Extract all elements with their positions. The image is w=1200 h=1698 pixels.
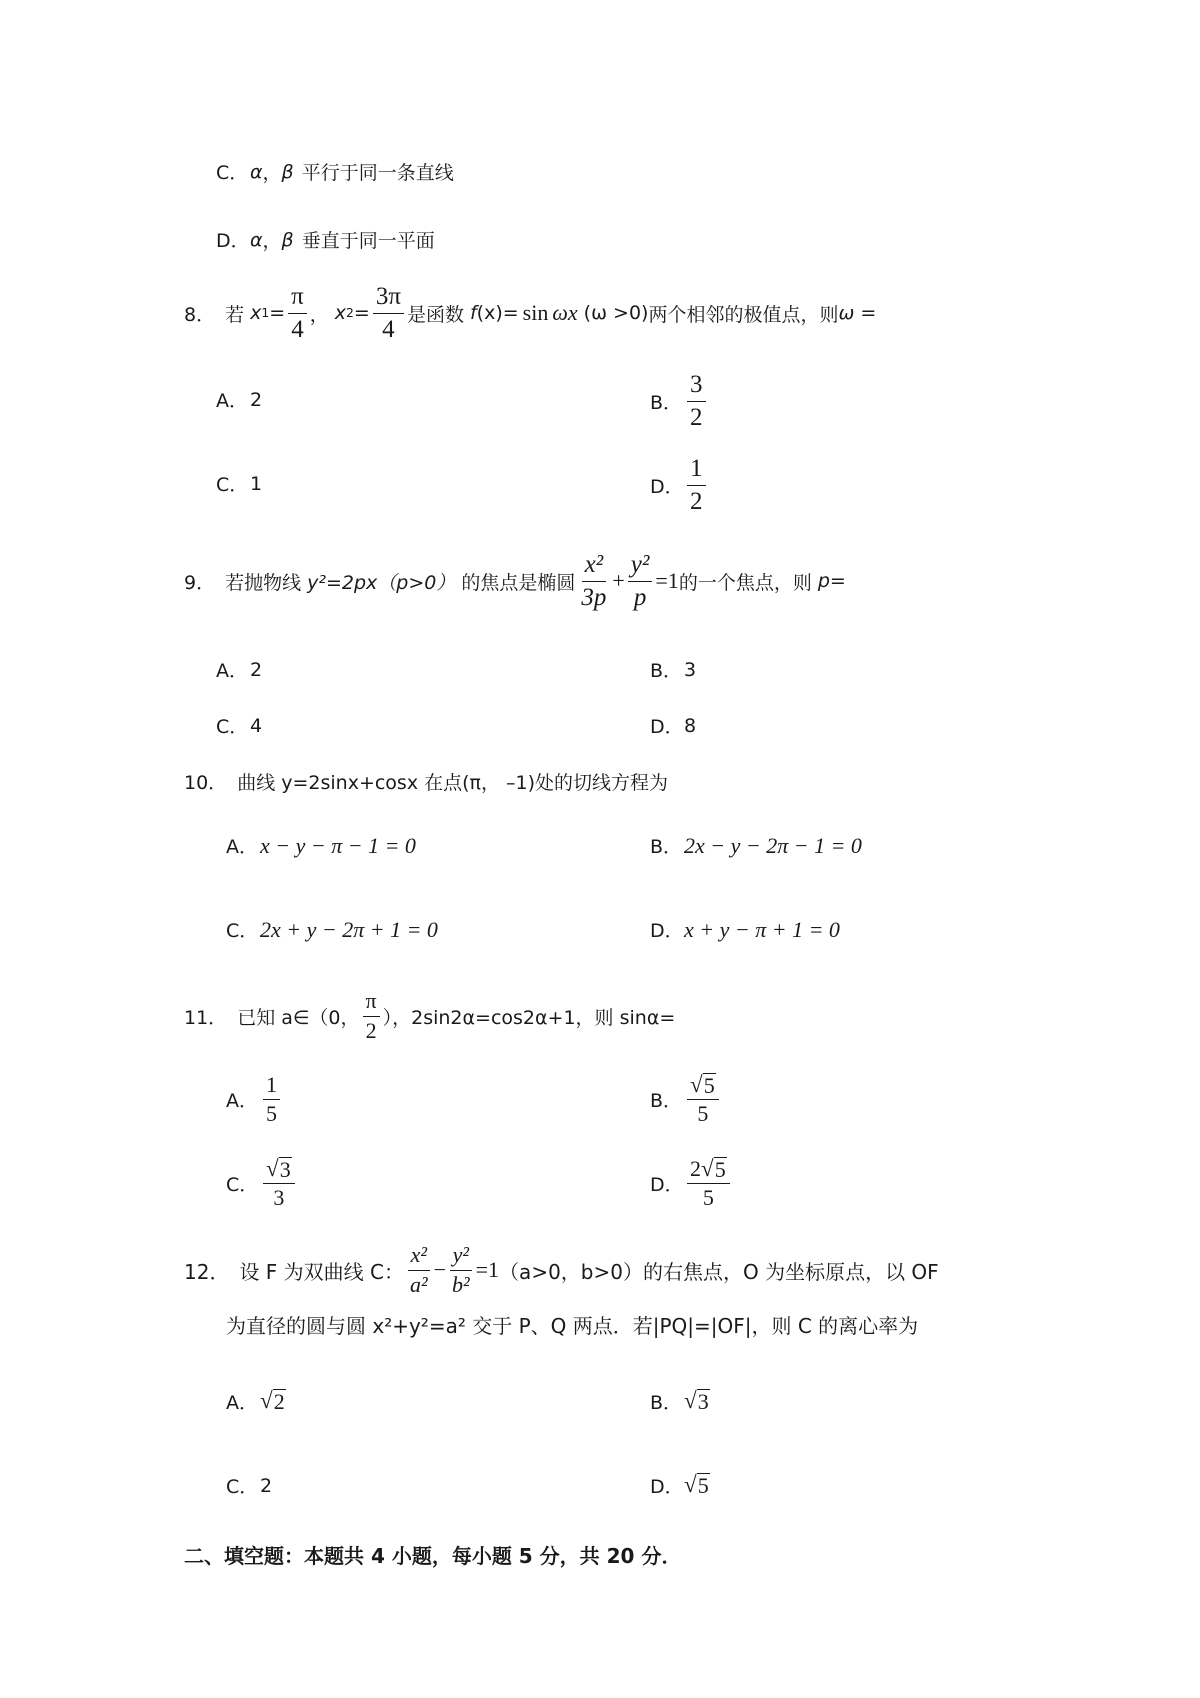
option-equation: 2x − y − 2π − 1 = 0 [684,832,862,858]
q10-option-d [650,916,840,943]
q12-text: 为直径的圆与圆 x²+y²=a² 交于 P、Q 两点．若|PQ|=|OF|，则 C 的离心率为 [226,1314,919,1338]
option-value: 2 [260,1474,273,1497]
numerator: y² [450,1242,472,1270]
q8-option-d [650,454,709,517]
numerator: π [363,988,380,1016]
q9-text: 若抛物线 [225,571,302,594]
question-11 [184,988,675,1044]
option-value: 8 [684,714,697,737]
question-9 [184,548,846,614]
q9-text: 的焦点是椭圆 [461,571,576,594]
q12-option-d [650,1472,710,1499]
question-number: 10． [184,772,228,794]
option-label: D． [650,716,684,738]
radicand: 5 [703,1073,715,1098]
minus: − [433,1257,447,1282]
option-value: 2 [250,658,263,681]
option-label: B． [650,1090,683,1113]
q9-option-d [650,712,696,739]
q7-option-d [216,226,435,253]
eq-one: =1 [475,1257,500,1282]
radicand: 3 [279,1157,291,1182]
question-12 [184,1240,939,1300]
question-number: 12． [184,1259,230,1284]
q12-text: 设 F 为双曲线 C： [239,1259,404,1284]
numerator: y² [628,550,653,582]
option-label: A． [216,660,248,682]
q12-option-a [226,1388,286,1415]
denominator: 5 [702,1185,714,1211]
numerator: x² [408,1242,430,1270]
fraction [687,1156,730,1212]
fraction [687,454,706,517]
option-label: A． [226,836,258,858]
option-label: C． [216,162,249,184]
q10-option-b [650,832,862,859]
eq: = [269,302,286,324]
denominator: 4 [382,315,395,343]
numerator: 1 [263,1072,280,1100]
fx: (x) [476,302,503,324]
denominator: 2 [690,404,703,431]
fraction-pi-2 [363,988,380,1044]
numerator: π [288,282,307,314]
denominator: 2 [690,488,703,515]
plus: + [612,568,625,593]
option-equation: 2x + y − 2π + 1 = 0 [260,916,438,942]
q8-text: 是函数 [406,303,464,326]
denominator: 5 [697,1101,709,1127]
alpha: α [250,228,263,251]
q8-text: 若 [225,303,245,326]
option-value: 3 [684,658,697,681]
f: f [469,302,477,324]
fraction [263,1072,280,1128]
question-12-line2 [226,1310,918,1339]
fraction [687,370,706,433]
question-number: 11． [184,1006,228,1029]
fraction-x2-a2 [407,1242,431,1298]
section-heading: 二、填空题：本题共 4 小题，每小题 5 分，共 20 分． [184,1544,682,1568]
denominator: 5 [266,1101,277,1127]
q9-equation: y²=2px（p>0） [307,571,456,594]
numerator: 3π [373,282,404,314]
q8-text: 两个相邻的极值点，则 [648,303,839,326]
option-label: C． [216,716,249,738]
q7-option-c [216,158,454,185]
eq: = [502,302,519,324]
option-label: A． [226,1392,258,1414]
option-label: B． [650,392,683,414]
q12-option-c [226,1472,272,1499]
numerator: x² [582,550,607,582]
option-label: D． [650,1476,684,1498]
q9-text: 的一个焦点，则 [678,571,812,594]
eq: = [353,302,370,324]
denominator: 3p [581,583,607,611]
question-number: 9． [184,571,216,594]
q11-option-a [226,1072,283,1128]
beta: β [281,160,294,183]
sqrt: √ 5 [690,1071,715,1098]
option-label: D． [650,1174,684,1197]
comma: ， [309,303,329,326]
x1: x [250,302,262,324]
q9-option-c [216,712,262,739]
sqrt: √ 5 [701,1155,726,1182]
denominator: 3 [273,1185,285,1211]
option-value: 2 [250,388,263,411]
denominator: a² [410,1271,428,1297]
option-label: D． [650,476,684,498]
option-equation: x − y − π − 1 = 0 [260,832,416,858]
sin: sin [522,300,549,325]
q12-option-b [650,1388,710,1415]
omega-x: ωx [552,300,578,325]
option-label: B． [650,1392,683,1414]
question-8 [184,282,876,344]
fraction-y2-b2 [449,1242,473,1298]
option-label: A． [226,1090,258,1113]
q11-text: ），2sin2α=cos2α+1，则 sinα= [382,1006,676,1029]
q9-option-a [216,656,262,683]
radicand: 2 [273,1388,285,1414]
fraction-y2-p [628,550,653,613]
coefficient: 2 [690,1156,701,1181]
q8-option-a [216,386,262,413]
q11-option-c [226,1156,298,1212]
comma: ， [262,230,282,252]
option-value: 4 [250,714,263,737]
option-text: 垂直于同一平面 [301,230,435,252]
option-equation: x + y − π + 1 = 0 [684,916,840,942]
eq-one: =1 [655,568,679,593]
option-value: 1 [250,472,263,495]
q11-option-b [650,1072,722,1128]
fraction-x2-3p [578,550,609,613]
sqrt: √ 2 [260,1386,285,1414]
radicand: 3 [697,1388,709,1414]
numerator: 3 [687,370,706,402]
fraction-3pi-4 [373,282,404,345]
q11-text: 已知 a∈（0， [237,1006,360,1029]
question-number: 8． [184,303,216,326]
numerator: 1 [687,454,706,486]
sub: 2 [346,306,354,320]
option-label: A． [216,390,248,412]
fraction [263,1156,295,1212]
q8-option-c [216,470,262,497]
radicand: 5 [697,1472,709,1498]
sub: 1 [261,306,270,320]
q10-option-c [226,916,438,943]
option-label: C． [226,1174,259,1197]
comma: ， [262,162,282,184]
option-label: D． [216,230,250,252]
fraction [687,1072,719,1128]
sqrt: √ 3 [266,1155,291,1182]
option-label: C． [226,1476,259,1498]
denominator: 2 [365,1017,377,1043]
q8-option-b [650,370,709,433]
fraction-pi-4 [288,282,307,345]
option-label: B． [650,836,683,858]
condition: (ω >0) [583,302,649,324]
option-label: B． [650,660,683,682]
denominator: p [633,583,647,611]
alpha: α [250,160,263,183]
denominator: b² [452,1271,470,1297]
sqrt: √ 5 [684,1470,709,1498]
denominator: 4 [291,315,304,343]
option-text: 平行于同一条直线 [301,162,454,184]
q10-text: 曲线 y=2sinx+cosx 在点(π， –1)处的切线方程为 [237,772,669,794]
beta: β [281,228,294,251]
q11-option-d [650,1156,733,1212]
q9-option-b [650,656,696,683]
sqrt: √ 3 [684,1386,709,1414]
option-label: C． [216,474,249,496]
q10-option-a [226,832,416,859]
p: p= [817,570,846,592]
x2: x [334,302,347,324]
question-10 [184,768,668,795]
q12-text: （a>0，b>0）的右焦点，O 为坐标原点，以 OF [499,1259,939,1284]
omega-eq: ω = [838,302,877,324]
option-label: C． [226,920,259,942]
radicand: 5 [714,1157,726,1182]
option-label: D． [650,920,684,942]
